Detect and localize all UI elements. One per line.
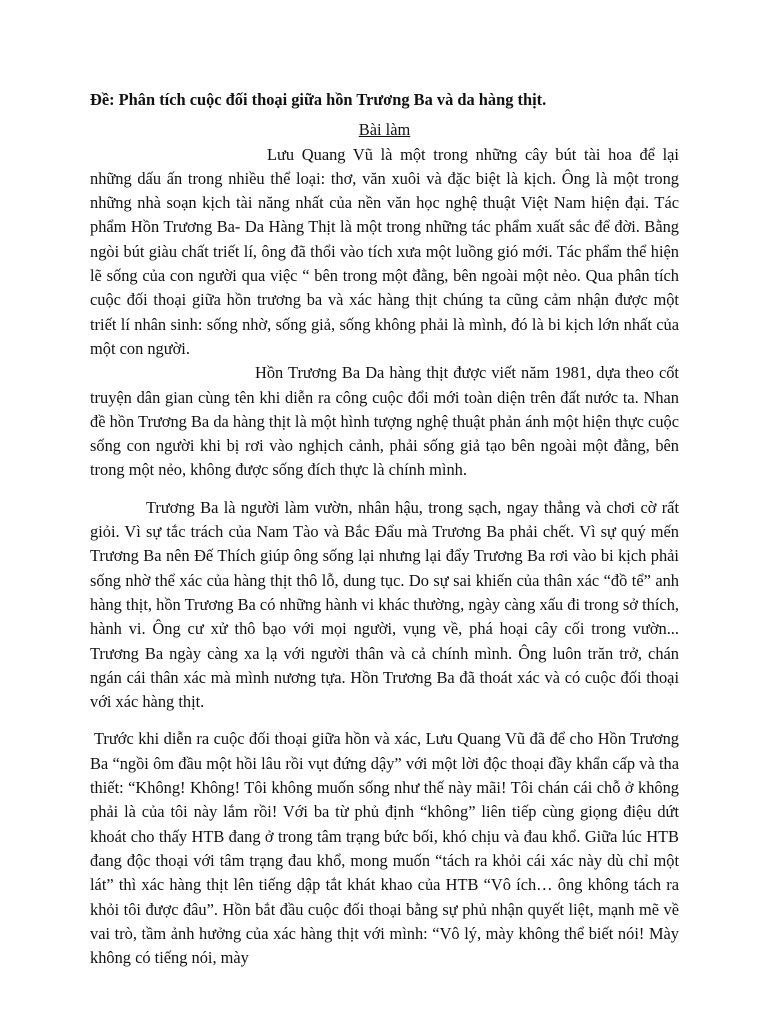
paragraph-4: Trước khi diễn ra cuộc đối thoại giữa hồn và xác, Lưu Quang Vũ đã để cho Hồn Trương Ba “ngồi ôm đầu một hồi lâu rồi vụt đứng dậy” với một lời độc thoại đầy khẩn cấp và tha thiết: “Không! Không! Tôi không muốn sống như thế này mãi! Tôi chán cái chỗ ở không phải là của tôi này lắm rồi! Với ba từ phủ định “không” liên tiếp cùng giọng điệu dứt khoát cho thấy HTB đang ở trong tâm trạng bức bối, khó chịu và đau khổ. Giữa lúc HTB đang độc thoại với tâm trạng đau khổ, mong muốn “tách ra khỏi cái xác này dù chỉ một lát” thì xác hàng thịt lên tiếng dập tắt khát khao của HTB “Vô ích… ông không tách ra khỏi tôi được đâu”. Hồn bắt đầu cuộc đối thoại bằng sự phủ nhận quyết liệt, mạnh mẽ về vai trò, tầm ảnh hưởng của xác hàng thịt với mình: “Vô lý, mày không thể biết nói! Mày không có tiếng nói, mày — [90, 729, 679, 968]
document-subtitle: Bài làm — [358, 120, 411, 140]
document-page — [90, 88, 679, 970]
paragraph-1: Lưu Quang Vũ là một trong những cây bút tài hoa để lại những dấu ấn trong nhiều thể loại: thơ, văn xuôi và đặc biệt là kịch. Ông là một trong những nhà soạn kịch tài năng nhất của nền văn học nghệ thuật Việt Nam hiện đại. Tác phẩm Hồn Trương Ba- Da Hàng Thịt là một trong những tác phẩm xuất sắc để đời. Bằng ngòi bút giàu chất triết lí, ông đã thổi vào tích xưa một luồng gió mới. Tác phẩm thể hiện lẽ sống của con người qua việc “ bên trong một đằng, bên ngoài một nẻo. Qua phân tích cuộc đối thoại giữa hồn trương ba và xác hàng thịt chúng ta cũng cảm nhận được một triết lí nhân sinh: sống nhờ, sống giả, sống không phải là mình, đó là bi kịch lớn nhất của một con người. — [90, 144, 679, 358]
paragraph-2: Hồn Trương Ba Da hàng thịt được viết năm 1981, dựa theo cốt truyện dân gian cùng tên khi diễn ra công cuộc đổi mới toàn diện trên đất nước ta. Nhan đề hồn Trương Ba da hàng thịt là một hình tượng nghệ thuật phản ánh một hiện thực cuộc sống con người khi bị rơi vào nghịch cảnh, phải sống giả tạo bên ngoài một đằng, bên trong một nẻo, không được sống đích thực là chính mình. — [90, 363, 679, 480]
paragraph-3: Trương Ba là người làm vườn, nhân hậu, trong sạch, ngay thẳng và chơi cờ rất giỏi. Vì sự tắc trách của Nam Tào và Bắc Đẩu mà Trương Ba phải chết. Vì sự quý mến Trương Ba nên Đế Thích giúp ông sống lại nhưng lại đẩy Trương Ba rơi vào bi kịch phải sống nhờ thể xác của hàng thịt thô lỗ, dung tục. Do sự sai khiến của thân xác “đồ tể” anh hàng thịt, hồn Trương Ba có những hành vi khác thường, ngày càng xấu đi trong sở thích, hành vi. Ông cư xử thô bạo với mọi người, vụng về, phá hoại cây cối trong vườn... Trương Ba ngày càng xa lạ với người thân và cả chính mình. Ông luôn trăn trở, chán ngán cái thân xác mà mình nương tựa. Hồn Trương Ba đã thoát xác và có cuộc đối thoại với xác hàng thịt. — [90, 497, 679, 712]
document-title: Đề: Phân tích cuộc đối thoại giữa hồn Trương Ba và da hàng thịt. — [90, 90, 547, 109]
